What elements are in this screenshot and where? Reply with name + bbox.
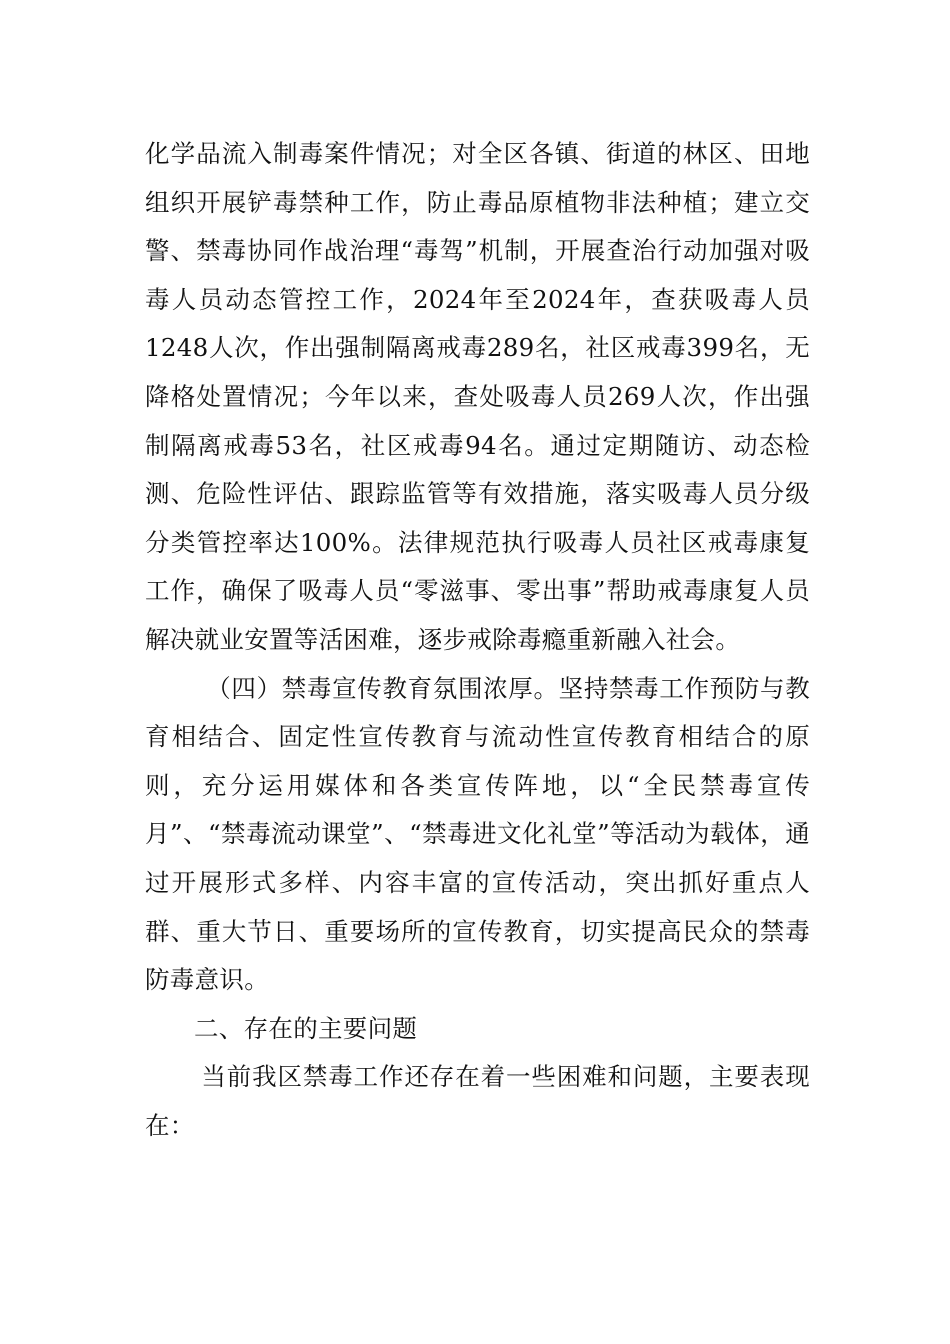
paragraph-problems-intro: 当前我区禁毒工作还存在着一些困难和问题，主要表现在： (145, 1062, 810, 1140)
document-body (145, 130, 810, 1150)
section-heading-main-problems: 二、存在的主要问题 (194, 1013, 418, 1043)
paragraph-publicity-education: （四）禁毒宣传教育氛围浓厚。坚持禁毒工作预防与教育相结合、固定性宣传教育与流动性宣传教育相结合的原则，充分运用媒体和各类宣传阵地，以“全民禁毒宣传月”、“禁毒流动课堂”、“禁毒进文化礼堂”等活动为载体，通过开展形式多样、内容丰富的宣传活动，突出抓好重点人群、重大节日、重要场所的宣传教育，切实提高民众的禁毒防毒意识。 (145, 673, 810, 995)
paragraph-drug-control-measures: 化学品流入制毒案件情况；对全区各镇、街道的林区、田地组织开展铲毒禁种工作，防止毒品原植物非法种植；建立交警、禁毒协同作战治理“毒驾”机制，开展查治行动加强对吸毒人员动态管控工作，2024年至2024年，查获吸毒人员1248人次，作出强制隔离戒毒289名，社区戒毒399名，无降格处置情况；今年以来，查处吸毒人员269人次，作出强制隔离戒毒53名，社区戒毒94名。通过定期随访、动态检测、危险性评估、跟踪监管等有效措施，落实吸毒人员分级分类管控率达100%。法律规范执行吸毒人员社区戒毒康复工作，确保了吸毒人员“零滋事、零出事”帮助戒毒康复人员解决就业安置等活困难，逐步戒除毒瘾重新融入社会。 (145, 139, 810, 654)
